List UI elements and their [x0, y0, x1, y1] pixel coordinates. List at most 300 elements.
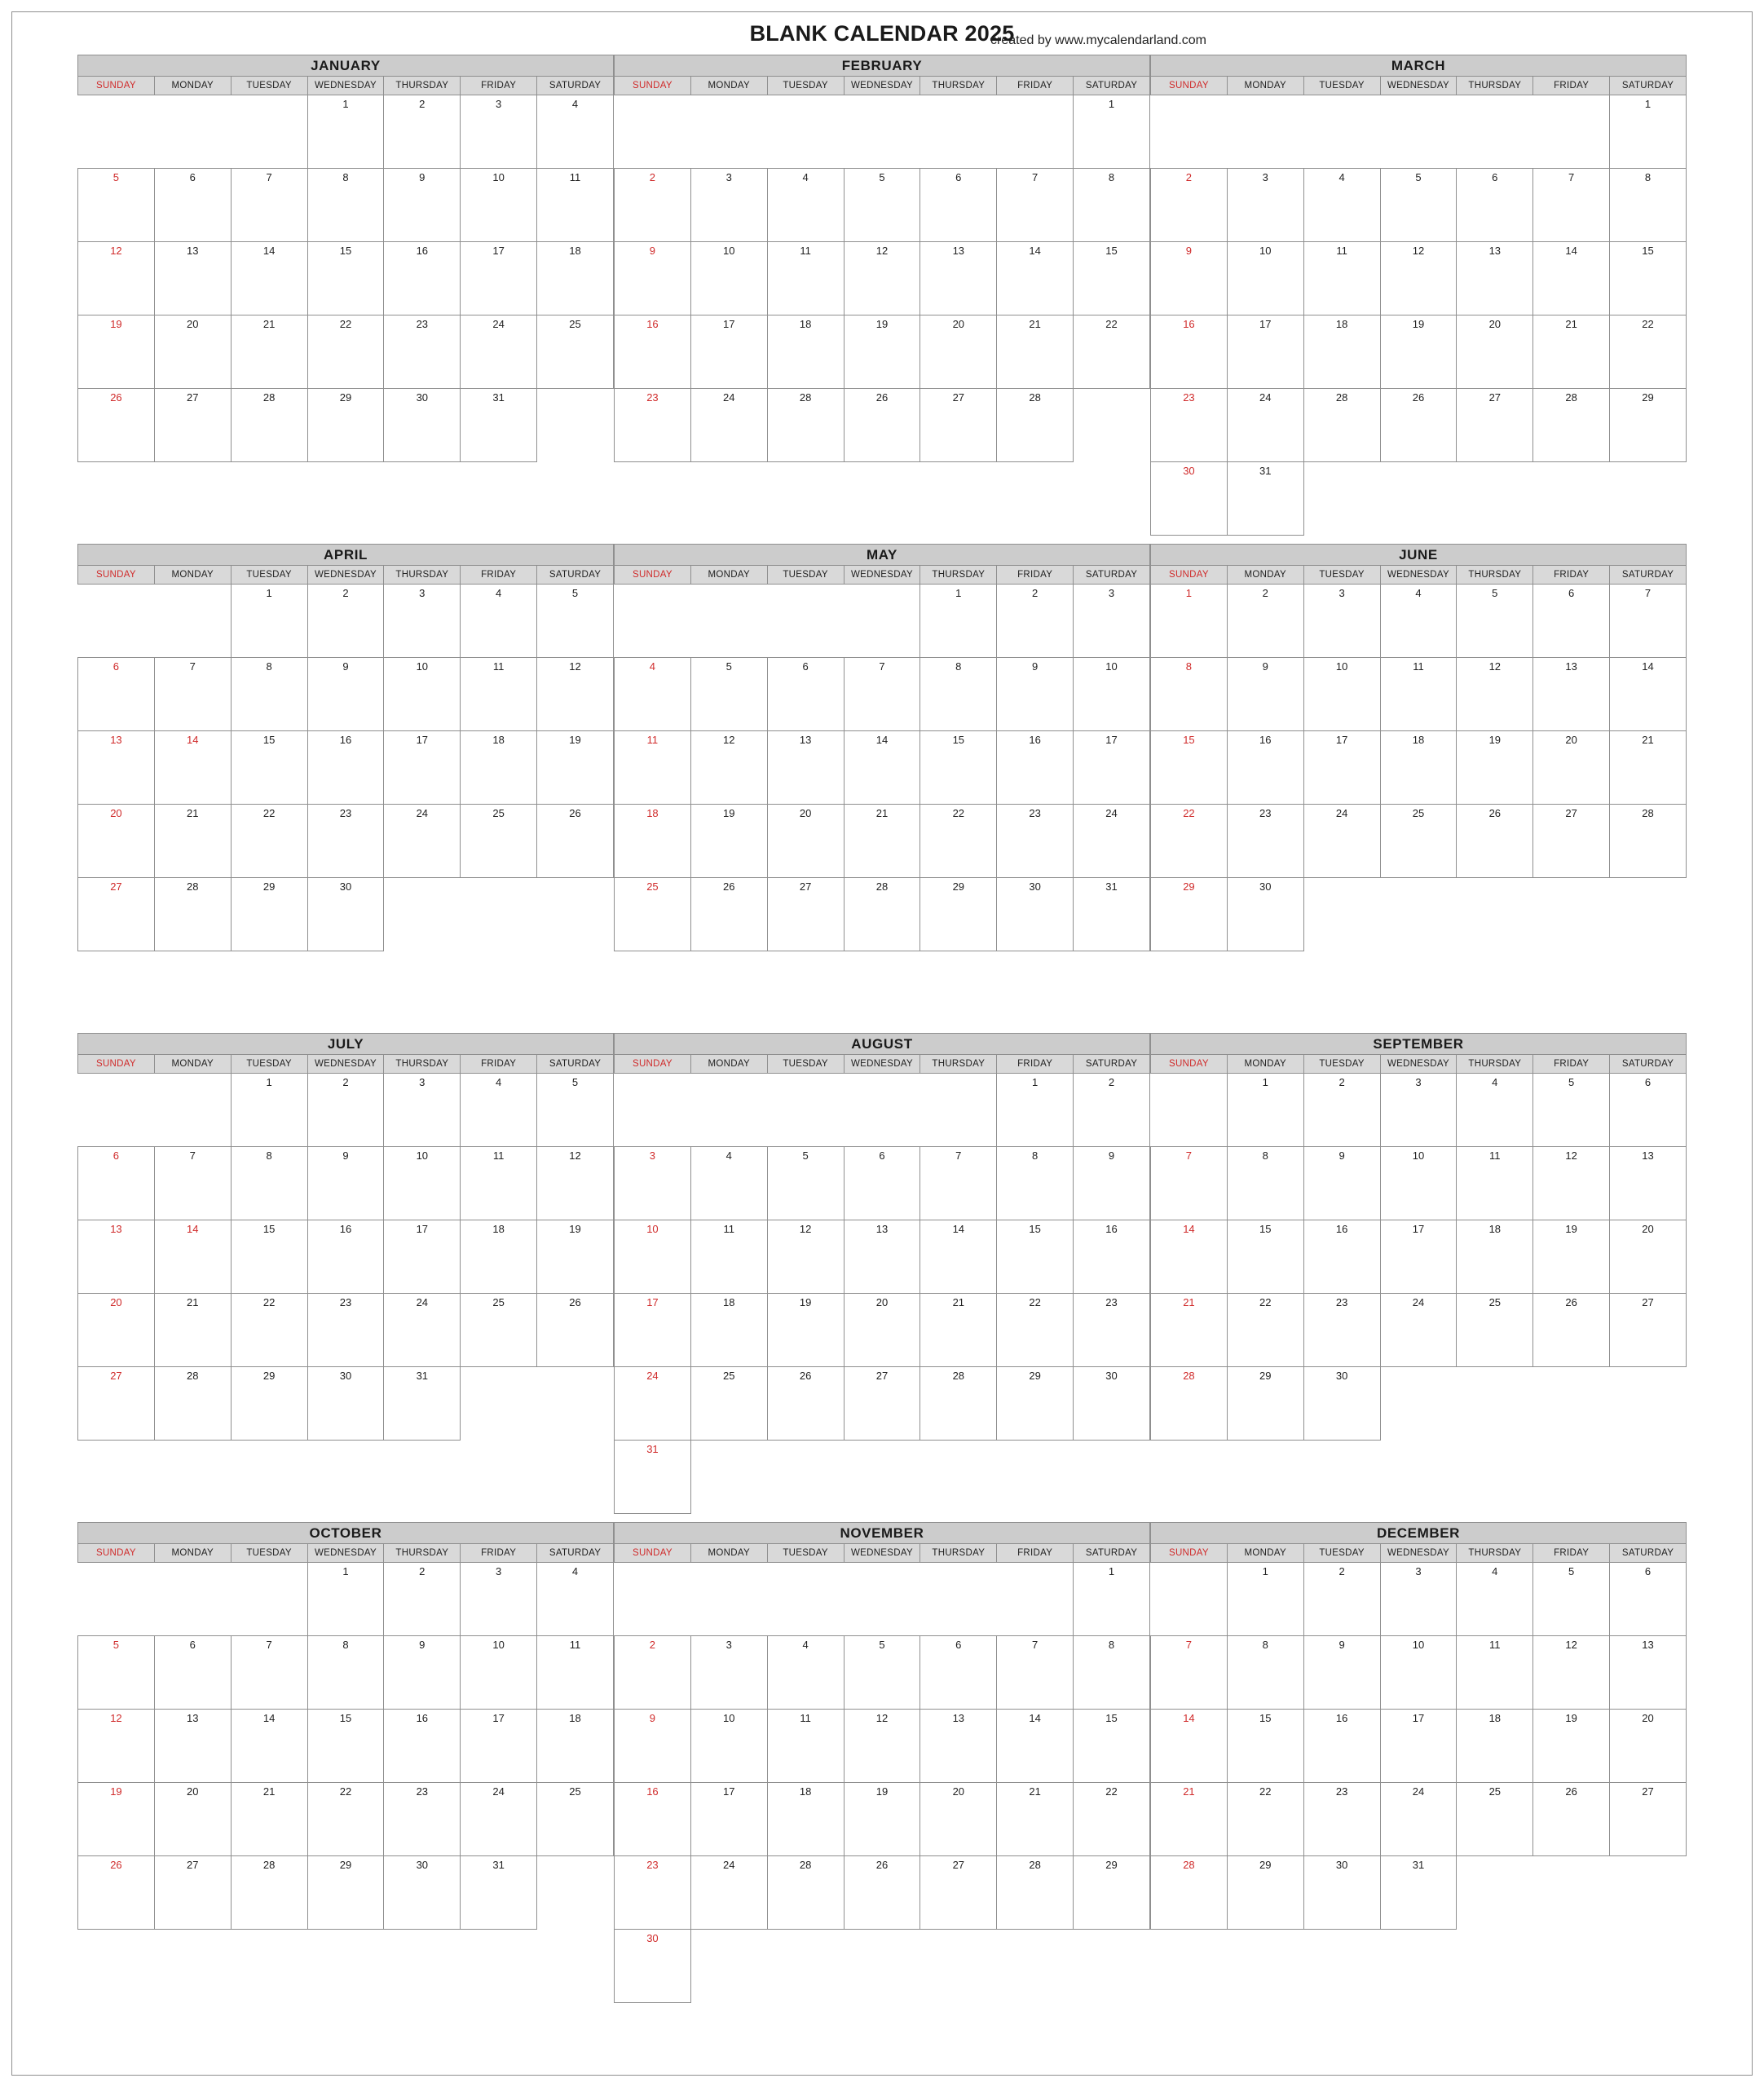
day-cell[interactable]: 17 [615, 1294, 691, 1367]
day-cell[interactable]: 3 [384, 585, 461, 658]
day-cell[interactable]: 21 [1610, 731, 1687, 805]
day-cell[interactable]: 14 [1610, 658, 1687, 731]
day-cell[interactable]: 7 [1610, 585, 1687, 658]
day-cell[interactable]: 7 [997, 1636, 1074, 1710]
day-cell[interactable]: 6 [767, 658, 844, 731]
day-cell[interactable]: 3 [690, 1636, 767, 1710]
day-cell[interactable]: 17 [1074, 731, 1150, 805]
day-cell[interactable]: 19 [844, 315, 920, 389]
day-cell[interactable]: 16 [1303, 1710, 1380, 1783]
day-cell[interactable]: 28 [844, 878, 920, 951]
day-cell[interactable]: 19 [1380, 315, 1457, 389]
day-cell[interactable]: 24 [384, 805, 461, 878]
day-cell[interactable]: 15 [1227, 1710, 1303, 1783]
day-cell[interactable]: 3 [461, 1563, 537, 1636]
day-cell[interactable]: 14 [997, 242, 1074, 315]
day-cell[interactable]: 18 [537, 1710, 614, 1783]
day-cell[interactable]: 10 [1227, 242, 1303, 315]
day-cell[interactable]: 4 [1457, 1563, 1533, 1636]
day-cell[interactable]: 30 [1151, 462, 1228, 536]
day-cell[interactable]: 23 [1303, 1783, 1380, 1856]
day-cell[interactable]: 9 [307, 658, 384, 731]
day-cell[interactable]: 18 [461, 1220, 537, 1294]
day-cell[interactable]: 30 [1227, 878, 1303, 951]
day-cell[interactable]: 29 [997, 1367, 1074, 1441]
day-cell[interactable]: 11 [537, 169, 614, 242]
day-cell[interactable]: 28 [231, 389, 307, 462]
day-cell[interactable]: 10 [461, 1636, 537, 1710]
day-cell[interactable]: 29 [1610, 389, 1687, 462]
day-cell[interactable]: 16 [1303, 1220, 1380, 1294]
day-cell[interactable]: 19 [1533, 1220, 1610, 1294]
day-cell[interactable]: 27 [154, 1856, 231, 1930]
day-cell[interactable]: 5 [537, 585, 614, 658]
day-cell[interactable]: 17 [1227, 315, 1303, 389]
day-cell[interactable]: 4 [1380, 585, 1457, 658]
day-cell[interactable]: 28 [997, 1856, 1074, 1930]
day-cell[interactable]: 8 [1227, 1636, 1303, 1710]
day-cell[interactable]: 25 [1457, 1783, 1533, 1856]
day-cell[interactable]: 14 [1533, 242, 1610, 315]
day-cell[interactable]: 12 [78, 1710, 155, 1783]
day-cell[interactable]: 23 [307, 805, 384, 878]
day-cell[interactable]: 22 [997, 1294, 1074, 1367]
day-cell[interactable]: 6 [920, 1636, 997, 1710]
day-cell[interactable]: 18 [1380, 731, 1457, 805]
day-cell[interactable]: 14 [231, 1710, 307, 1783]
day-cell[interactable]: 8 [1074, 169, 1150, 242]
day-cell[interactable]: 26 [1380, 389, 1457, 462]
day-cell[interactable]: 11 [767, 242, 844, 315]
day-cell[interactable]: 20 [154, 1783, 231, 1856]
day-cell[interactable]: 24 [690, 1856, 767, 1930]
day-cell[interactable]: 14 [154, 1220, 231, 1294]
day-cell[interactable]: 28 [997, 389, 1074, 462]
day-cell[interactable]: 11 [767, 1710, 844, 1783]
day-cell[interactable]: 17 [690, 315, 767, 389]
day-cell[interactable]: 24 [461, 1783, 537, 1856]
day-cell[interactable]: 8 [1151, 658, 1228, 731]
day-cell[interactable]: 4 [767, 169, 844, 242]
day-cell[interactable]: 6 [1610, 1563, 1687, 1636]
day-cell[interactable]: 1 [1610, 95, 1687, 169]
day-cell[interactable]: 23 [615, 1856, 691, 1930]
day-cell[interactable]: 8 [307, 169, 384, 242]
day-cell[interactable]: 5 [844, 1636, 920, 1710]
day-cell[interactable]: 4 [767, 1636, 844, 1710]
day-cell[interactable]: 10 [690, 1710, 767, 1783]
day-cell[interactable]: 16 [1227, 731, 1303, 805]
day-cell[interactable]: 24 [1303, 805, 1380, 878]
day-cell[interactable]: 15 [231, 1220, 307, 1294]
day-cell[interactable]: 5 [767, 1147, 844, 1220]
day-cell[interactable]: 31 [461, 1856, 537, 1930]
day-cell[interactable]: 10 [1074, 658, 1150, 731]
day-cell[interactable]: 28 [767, 1856, 844, 1930]
day-cell[interactable]: 25 [1380, 805, 1457, 878]
day-cell[interactable]: 25 [690, 1367, 767, 1441]
day-cell[interactable]: 1 [1074, 1563, 1150, 1636]
day-cell[interactable]: 31 [1380, 1856, 1457, 1930]
day-cell[interactable]: 4 [1303, 169, 1380, 242]
day-cell[interactable]: 12 [844, 1710, 920, 1783]
day-cell[interactable]: 7 [1151, 1147, 1228, 1220]
day-cell[interactable]: 20 [920, 315, 997, 389]
day-cell[interactable]: 28 [1151, 1367, 1228, 1441]
day-cell[interactable]: 28 [154, 878, 231, 951]
day-cell[interactable]: 12 [1533, 1636, 1610, 1710]
day-cell[interactable]: 29 [1151, 878, 1228, 951]
day-cell[interactable]: 2 [615, 169, 691, 242]
day-cell[interactable]: 26 [1457, 805, 1533, 878]
day-cell[interactable]: 23 [1227, 805, 1303, 878]
day-cell[interactable]: 16 [1074, 1220, 1150, 1294]
day-cell[interactable]: 12 [767, 1220, 844, 1294]
day-cell[interactable]: 24 [384, 1294, 461, 1367]
day-cell[interactable]: 8 [231, 1147, 307, 1220]
day-cell[interactable]: 3 [1074, 585, 1150, 658]
day-cell[interactable]: 11 [461, 658, 537, 731]
day-cell[interactable]: 10 [461, 169, 537, 242]
day-cell[interactable]: 21 [231, 315, 307, 389]
day-cell[interactable]: 14 [154, 731, 231, 805]
day-cell[interactable]: 9 [997, 658, 1074, 731]
day-cell[interactable]: 24 [1074, 805, 1150, 878]
day-cell[interactable]: 2 [384, 1563, 461, 1636]
day-cell[interactable]: 5 [1533, 1563, 1610, 1636]
day-cell[interactable]: 26 [1533, 1294, 1610, 1367]
day-cell[interactable]: 10 [1380, 1636, 1457, 1710]
day-cell[interactable]: 27 [844, 1367, 920, 1441]
day-cell[interactable]: 22 [307, 1783, 384, 1856]
day-cell[interactable]: 11 [1380, 658, 1457, 731]
day-cell[interactable]: 25 [537, 1783, 614, 1856]
day-cell[interactable]: 14 [844, 731, 920, 805]
day-cell[interactable]: 10 [1303, 658, 1380, 731]
day-cell[interactable]: 22 [1610, 315, 1687, 389]
day-cell[interactable]: 26 [537, 805, 614, 878]
day-cell[interactable]: 7 [997, 169, 1074, 242]
day-cell[interactable]: 6 [154, 1636, 231, 1710]
day-cell[interactable]: 11 [690, 1220, 767, 1294]
day-cell[interactable]: 12 [537, 1147, 614, 1220]
day-cell[interactable]: 8 [307, 1636, 384, 1710]
day-cell[interactable]: 21 [1533, 315, 1610, 389]
day-cell[interactable]: 1 [920, 585, 997, 658]
day-cell[interactable]: 26 [690, 878, 767, 951]
day-cell[interactable]: 7 [154, 1147, 231, 1220]
day-cell[interactable]: 2 [997, 585, 1074, 658]
day-cell[interactable]: 24 [1380, 1783, 1457, 1856]
day-cell[interactable]: 18 [767, 315, 844, 389]
day-cell[interactable]: 18 [1457, 1710, 1533, 1783]
day-cell[interactable]: 29 [920, 878, 997, 951]
day-cell[interactable]: 3 [1380, 1074, 1457, 1147]
day-cell[interactable]: 20 [844, 1294, 920, 1367]
day-cell[interactable]: 9 [1074, 1147, 1150, 1220]
day-cell[interactable]: 12 [1380, 242, 1457, 315]
day-cell[interactable]: 19 [537, 731, 614, 805]
day-cell[interactable]: 17 [461, 242, 537, 315]
day-cell[interactable]: 9 [384, 169, 461, 242]
day-cell[interactable]: 4 [690, 1147, 767, 1220]
day-cell[interactable]: 27 [78, 1367, 155, 1441]
day-cell[interactable]: 9 [615, 242, 691, 315]
day-cell[interactable]: 13 [920, 1710, 997, 1783]
day-cell[interactable]: 9 [384, 1636, 461, 1710]
day-cell[interactable]: 6 [920, 169, 997, 242]
day-cell[interactable]: 23 [615, 389, 691, 462]
day-cell[interactable]: 22 [1151, 805, 1228, 878]
day-cell[interactable]: 20 [767, 805, 844, 878]
day-cell[interactable]: 30 [1074, 1367, 1150, 1441]
day-cell[interactable]: 21 [997, 1783, 1074, 1856]
day-cell[interactable]: 11 [461, 1147, 537, 1220]
day-cell[interactable]: 3 [690, 169, 767, 242]
day-cell[interactable]: 1 [1227, 1074, 1303, 1147]
day-cell[interactable]: 16 [1151, 315, 1228, 389]
day-cell[interactable]: 22 [1074, 315, 1150, 389]
day-cell[interactable]: 15 [1074, 242, 1150, 315]
day-cell[interactable]: 20 [1610, 1220, 1687, 1294]
day-cell[interactable]: 30 [615, 1930, 691, 2003]
day-cell[interactable]: 21 [844, 805, 920, 878]
day-cell[interactable]: 9 [615, 1710, 691, 1783]
day-cell[interactable]: 19 [78, 315, 155, 389]
day-cell[interactable]: 25 [461, 1294, 537, 1367]
day-cell[interactable]: 14 [231, 242, 307, 315]
day-cell[interactable]: 2 [307, 585, 384, 658]
day-cell[interactable]: 22 [920, 805, 997, 878]
day-cell[interactable]: 26 [537, 1294, 614, 1367]
day-cell[interactable]: 15 [997, 1220, 1074, 1294]
day-cell[interactable]: 2 [615, 1636, 691, 1710]
day-cell[interactable]: 31 [461, 389, 537, 462]
day-cell[interactable]: 1 [997, 1074, 1074, 1147]
day-cell[interactable]: 4 [461, 585, 537, 658]
day-cell[interactable]: 2 [384, 95, 461, 169]
day-cell[interactable]: 8 [1074, 1636, 1150, 1710]
day-cell[interactable]: 16 [384, 242, 461, 315]
day-cell[interactable]: 5 [1380, 169, 1457, 242]
day-cell[interactable]: 6 [78, 1147, 155, 1220]
day-cell[interactable]: 31 [615, 1441, 691, 1514]
day-cell[interactable]: 29 [307, 389, 384, 462]
day-cell[interactable]: 10 [615, 1220, 691, 1294]
day-cell[interactable]: 20 [1457, 315, 1533, 389]
day-cell[interactable]: 15 [1074, 1710, 1150, 1783]
day-cell[interactable]: 5 [78, 169, 155, 242]
day-cell[interactable]: 13 [767, 731, 844, 805]
day-cell[interactable]: 18 [461, 731, 537, 805]
day-cell[interactable]: 21 [997, 315, 1074, 389]
day-cell[interactable]: 23 [307, 1294, 384, 1367]
day-cell[interactable]: 12 [844, 242, 920, 315]
day-cell[interactable]: 15 [1151, 731, 1228, 805]
day-cell[interactable]: 22 [231, 805, 307, 878]
day-cell[interactable]: 26 [78, 1856, 155, 1930]
day-cell[interactable]: 25 [1457, 1294, 1533, 1367]
day-cell[interactable]: 28 [920, 1367, 997, 1441]
day-cell[interactable]: 2 [307, 1074, 384, 1147]
day-cell[interactable]: 27 [920, 389, 997, 462]
day-cell[interactable]: 5 [1457, 585, 1533, 658]
day-cell[interactable]: 26 [844, 1856, 920, 1930]
day-cell[interactable]: 6 [844, 1147, 920, 1220]
day-cell[interactable]: 27 [1610, 1783, 1687, 1856]
day-cell[interactable]: 6 [78, 658, 155, 731]
day-cell[interactable]: 29 [307, 1856, 384, 1930]
day-cell[interactable]: 30 [1303, 1856, 1380, 1930]
day-cell[interactable]: 7 [231, 1636, 307, 1710]
day-cell[interactable]: 17 [1380, 1220, 1457, 1294]
day-cell[interactable]: 9 [1227, 658, 1303, 731]
day-cell[interactable]: 10 [690, 242, 767, 315]
day-cell[interactable]: 3 [1380, 1563, 1457, 1636]
day-cell[interactable]: 12 [690, 731, 767, 805]
day-cell[interactable]: 12 [1457, 658, 1533, 731]
day-cell[interactable]: 24 [1380, 1294, 1457, 1367]
day-cell[interactable]: 13 [1610, 1147, 1687, 1220]
day-cell[interactable]: 16 [997, 731, 1074, 805]
day-cell[interactable]: 29 [231, 1367, 307, 1441]
day-cell[interactable]: 13 [78, 1220, 155, 1294]
day-cell[interactable]: 30 [997, 878, 1074, 951]
day-cell[interactable]: 13 [920, 242, 997, 315]
day-cell[interactable]: 29 [1074, 1856, 1150, 1930]
day-cell[interactable]: 3 [615, 1147, 691, 1220]
day-cell[interactable]: 11 [537, 1636, 614, 1710]
day-cell[interactable]: 18 [615, 805, 691, 878]
day-cell[interactable]: 17 [384, 731, 461, 805]
day-cell[interactable]: 1 [307, 1563, 384, 1636]
day-cell[interactable]: 6 [1610, 1074, 1687, 1147]
day-cell[interactable]: 5 [1533, 1074, 1610, 1147]
day-cell[interactable]: 20 [78, 805, 155, 878]
day-cell[interactable]: 15 [307, 1710, 384, 1783]
day-cell[interactable]: 18 [1457, 1220, 1533, 1294]
day-cell[interactable]: 22 [1227, 1783, 1303, 1856]
day-cell[interactable]: 30 [384, 1856, 461, 1930]
day-cell[interactable]: 7 [1533, 169, 1610, 242]
day-cell[interactable]: 16 [307, 731, 384, 805]
day-cell[interactable]: 6 [1533, 585, 1610, 658]
day-cell[interactable]: 15 [1610, 242, 1687, 315]
day-cell[interactable]: 5 [537, 1074, 614, 1147]
day-cell[interactable]: 21 [231, 1783, 307, 1856]
day-cell[interactable]: 20 [154, 315, 231, 389]
day-cell[interactable]: 23 [384, 1783, 461, 1856]
day-cell[interactable]: 29 [1227, 1367, 1303, 1441]
day-cell[interactable]: 17 [384, 1220, 461, 1294]
day-cell[interactable]: 27 [1533, 805, 1610, 878]
day-cell[interactable]: 27 [767, 878, 844, 951]
day-cell[interactable]: 19 [1533, 1710, 1610, 1783]
day-cell[interactable]: 8 [920, 658, 997, 731]
day-cell[interactable]: 7 [844, 658, 920, 731]
day-cell[interactable]: 11 [1457, 1147, 1533, 1220]
day-cell[interactable]: 5 [844, 169, 920, 242]
day-cell[interactable]: 17 [690, 1783, 767, 1856]
day-cell[interactable]: 22 [307, 315, 384, 389]
day-cell[interactable]: 8 [997, 1147, 1074, 1220]
day-cell[interactable]: 25 [615, 878, 691, 951]
day-cell[interactable]: 2 [1151, 169, 1228, 242]
day-cell[interactable]: 16 [615, 1783, 691, 1856]
day-cell[interactable]: 19 [78, 1783, 155, 1856]
day-cell[interactable]: 23 [1303, 1294, 1380, 1367]
day-cell[interactable]: 26 [844, 389, 920, 462]
day-cell[interactable]: 22 [1227, 1294, 1303, 1367]
day-cell[interactable]: 27 [78, 878, 155, 951]
day-cell[interactable]: 28 [767, 389, 844, 462]
day-cell[interactable]: 27 [154, 389, 231, 462]
day-cell[interactable]: 17 [1380, 1710, 1457, 1783]
day-cell[interactable]: 15 [1227, 1220, 1303, 1294]
day-cell[interactable]: 19 [690, 805, 767, 878]
day-cell[interactable]: 9 [1303, 1636, 1380, 1710]
day-cell[interactable]: 7 [1151, 1636, 1228, 1710]
day-cell[interactable]: 20 [1610, 1710, 1687, 1783]
day-cell[interactable]: 19 [844, 1783, 920, 1856]
day-cell[interactable]: 9 [1303, 1147, 1380, 1220]
day-cell[interactable]: 28 [1303, 389, 1380, 462]
day-cell[interactable]: 3 [384, 1074, 461, 1147]
day-cell[interactable]: 26 [1533, 1783, 1610, 1856]
day-cell[interactable]: 13 [844, 1220, 920, 1294]
day-cell[interactable]: 14 [920, 1220, 997, 1294]
day-cell[interactable]: 18 [767, 1783, 844, 1856]
day-cell[interactable]: 1 [1151, 585, 1228, 658]
day-cell[interactable]: 13 [154, 242, 231, 315]
day-cell[interactable]: 20 [920, 1783, 997, 1856]
day-cell[interactable]: 3 [1303, 585, 1380, 658]
day-cell[interactable]: 18 [690, 1294, 767, 1367]
day-cell[interactable]: 17 [461, 1710, 537, 1783]
day-cell[interactable]: 21 [154, 805, 231, 878]
day-cell[interactable]: 14 [1151, 1710, 1228, 1783]
day-cell[interactable]: 28 [1533, 389, 1610, 462]
day-cell[interactable]: 5 [78, 1636, 155, 1710]
day-cell[interactable]: 7 [231, 169, 307, 242]
day-cell[interactable]: 27 [920, 1856, 997, 1930]
day-cell[interactable]: 6 [154, 169, 231, 242]
day-cell[interactable]: 24 [1227, 389, 1303, 462]
day-cell[interactable]: 26 [767, 1367, 844, 1441]
day-cell[interactable]: 19 [537, 1220, 614, 1294]
day-cell[interactable]: 28 [154, 1367, 231, 1441]
day-cell[interactable]: 12 [1533, 1147, 1610, 1220]
day-cell[interactable]: 31 [1227, 462, 1303, 536]
day-cell[interactable]: 7 [920, 1147, 997, 1220]
day-cell[interactable]: 13 [1610, 1636, 1687, 1710]
day-cell[interactable]: 30 [307, 1367, 384, 1441]
day-cell[interactable]: 27 [1610, 1294, 1687, 1367]
day-cell[interactable]: 4 [537, 95, 614, 169]
day-cell[interactable]: 27 [1457, 389, 1533, 462]
day-cell[interactable]: 6 [1457, 169, 1533, 242]
day-cell[interactable]: 10 [384, 1147, 461, 1220]
day-cell[interactable]: 24 [690, 389, 767, 462]
day-cell[interactable]: 2 [1303, 1563, 1380, 1636]
day-cell[interactable]: 22 [231, 1294, 307, 1367]
day-cell[interactable]: 1 [231, 1074, 307, 1147]
day-cell[interactable]: 24 [615, 1367, 691, 1441]
day-cell[interactable]: 9 [307, 1147, 384, 1220]
day-cell[interactable]: 14 [997, 1710, 1074, 1783]
day-cell[interactable]: 4 [615, 658, 691, 731]
day-cell[interactable]: 10 [1380, 1147, 1457, 1220]
